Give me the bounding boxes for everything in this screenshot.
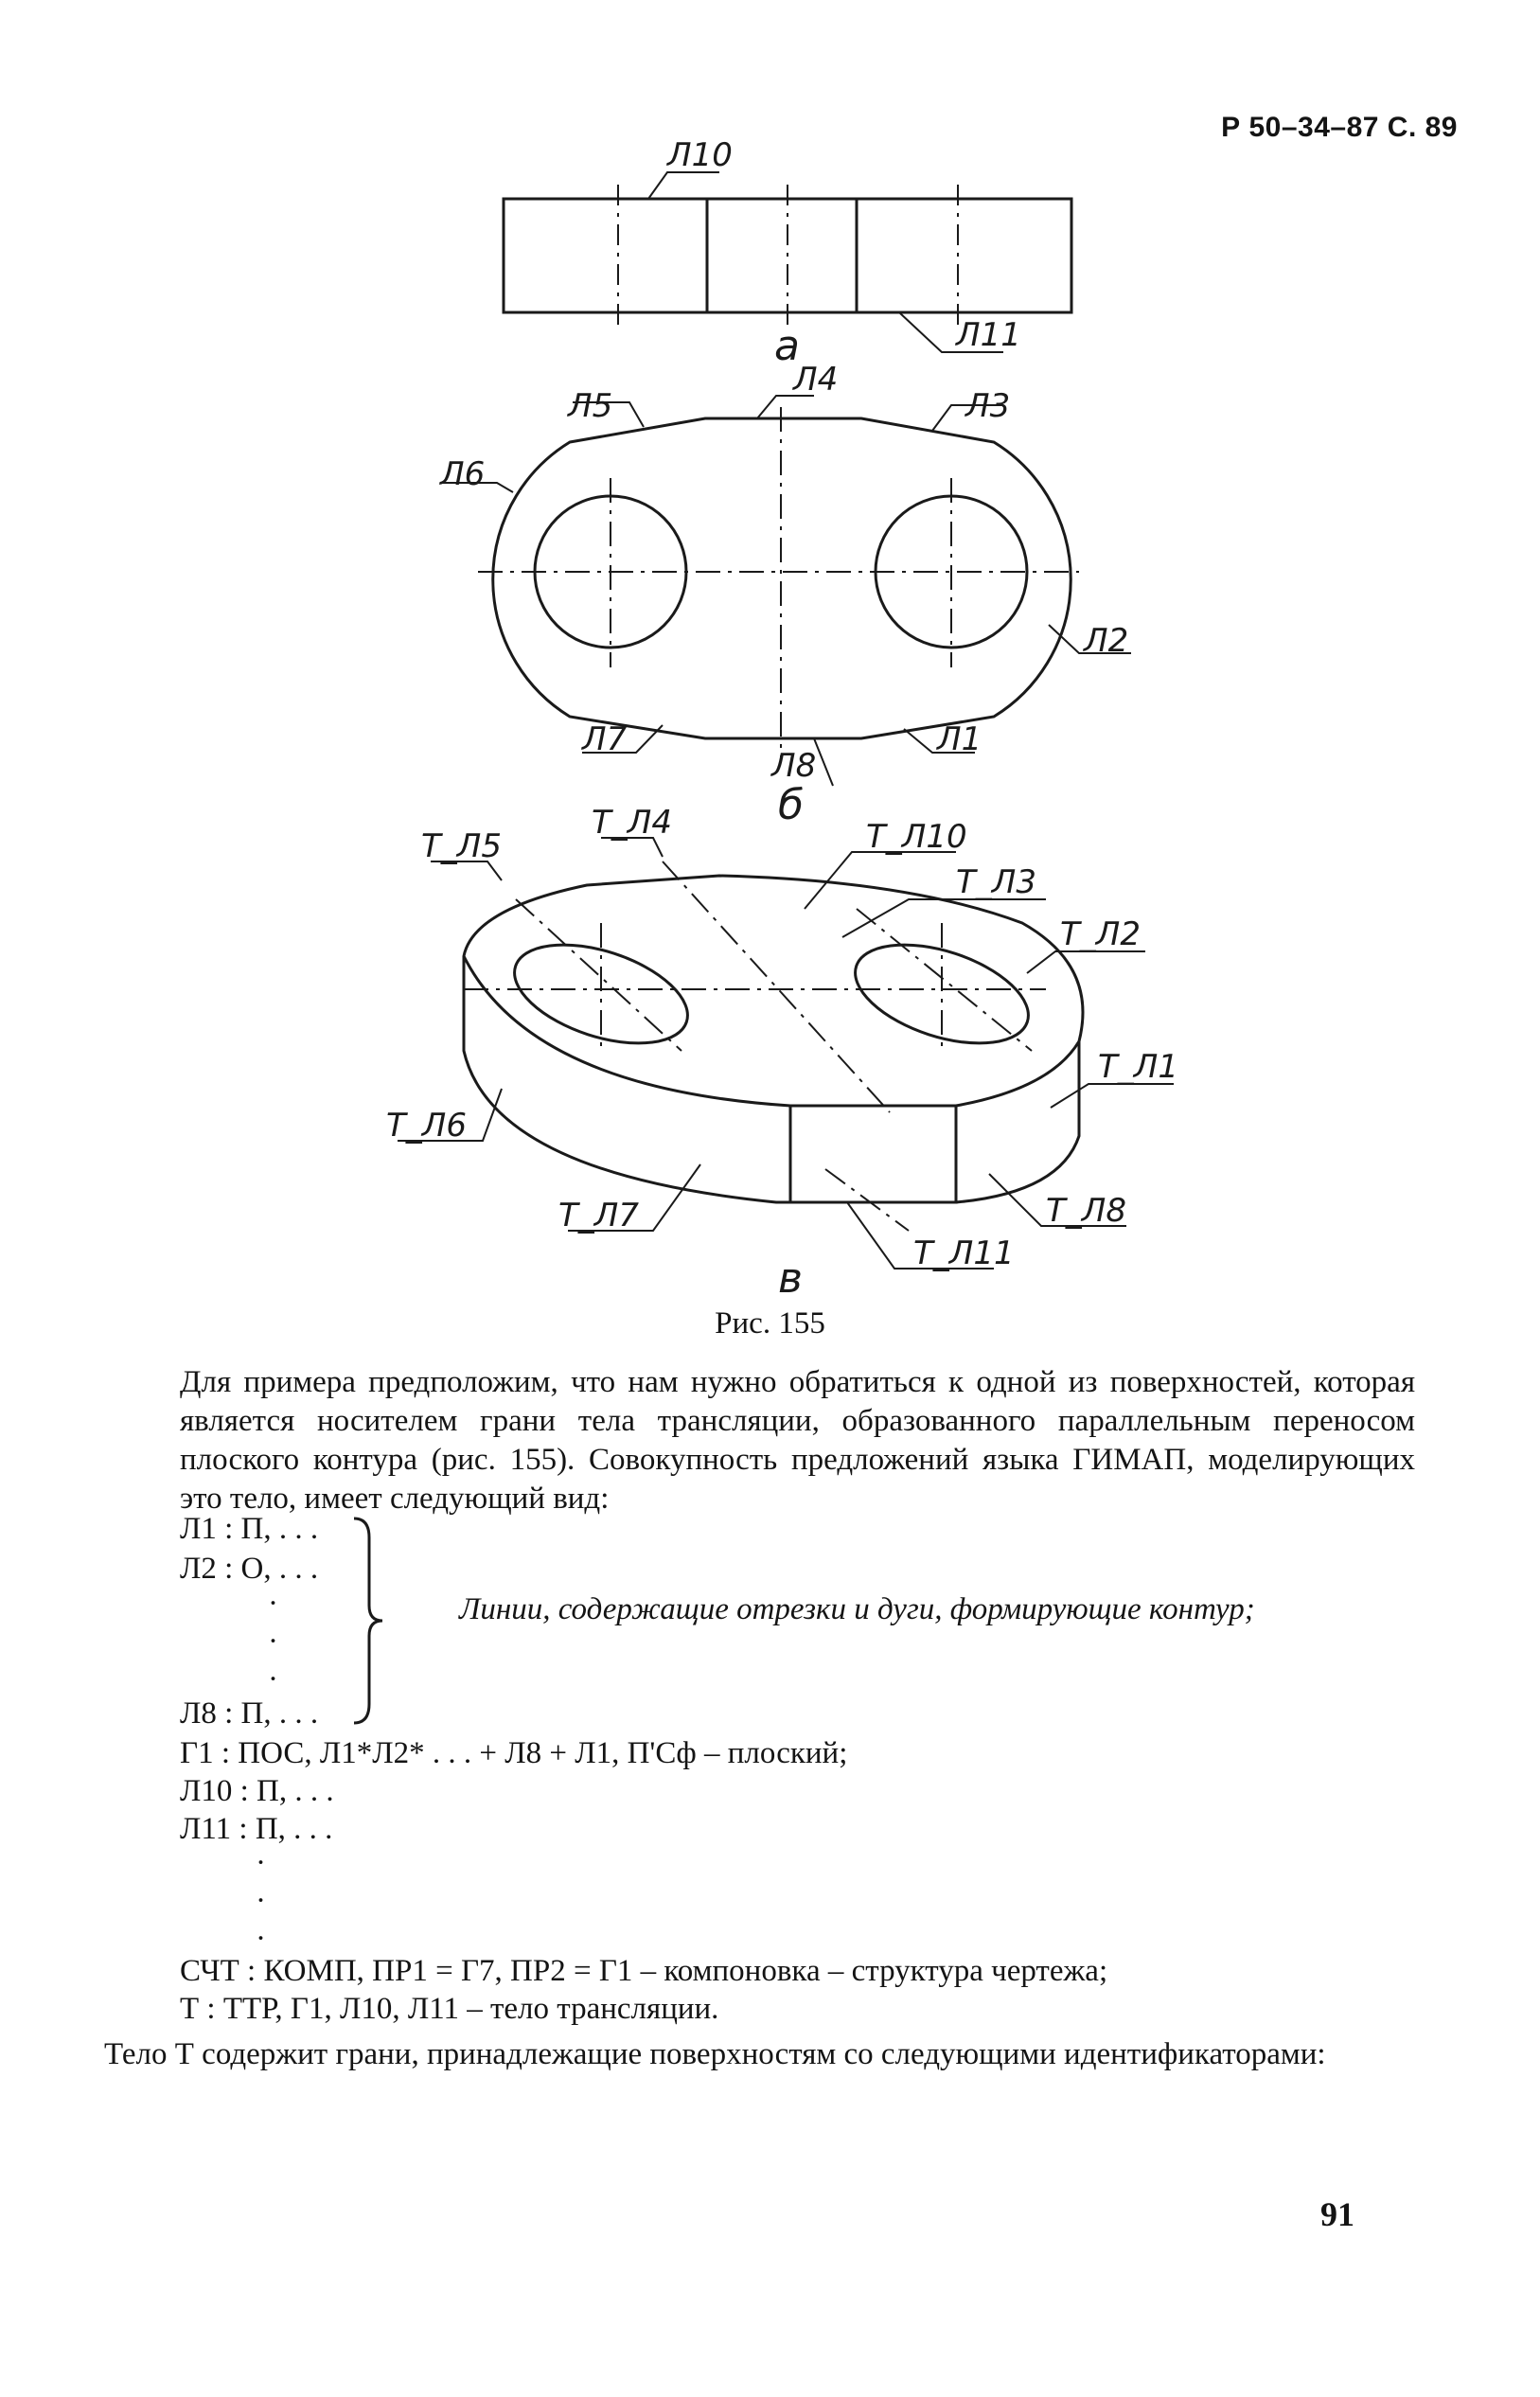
label-l5: Л5 (568, 387, 613, 425)
label-t-l2: Т_Л2 (1060, 915, 1141, 953)
code-ellipsis-dot-2: · (268, 1625, 278, 1659)
iso-axis-front (825, 1169, 909, 1231)
subfig-a-label: а (774, 322, 800, 370)
plan-view-contour (493, 418, 1071, 738)
label-t-l11: Т_Л11 (913, 1234, 1015, 1272)
figure-caption: Рис. 155 (715, 1306, 825, 1341)
label-l4: Л4 (793, 361, 839, 399)
label-t-l7: Т_Л7 (558, 1197, 639, 1234)
label-l6: Л6 (440, 455, 486, 493)
code-ellipsis-dot-1: · (268, 1587, 278, 1621)
code-ellipsis-dot-3: · (268, 1662, 278, 1696)
document-header: Р 50–34–87 С. 89 (1221, 112, 1458, 143)
leader-l4 (757, 396, 814, 418)
curly-brace (350, 1515, 388, 1728)
label-l8: Л8 (771, 747, 817, 785)
leader-t-l2 (1027, 951, 1145, 973)
iso-top-face (464, 876, 1083, 1106)
label-t-l5: Т_Л5 (421, 827, 502, 865)
leader-t-l1 (1051, 1084, 1174, 1108)
code-line-l11: Л11 : П, . . . (180, 1812, 333, 1846)
label-t-l8: Т_Л8 (1046, 1192, 1126, 1230)
iso-diag-center (663, 861, 890, 1112)
code-line-l2: Л2 : О, . . . (180, 1552, 319, 1586)
label-l7: Л7 (582, 720, 628, 758)
intro-paragraph: Для примера предположим, что нам нужно обратиться к одной из поверхностей, которая является носителем грани тела трансляции, образованного параллельным переносом плоского контура (рис. 155). Совокупность предложений языка ГИМАП, моделирующих это тело, имеет следующий вид: (180, 1365, 1415, 1516)
label-l11: Л11 (956, 316, 1021, 354)
code-ellipsis-dot-6: · (256, 1922, 266, 1956)
iso-front-face (790, 1106, 956, 1202)
code-line-l8: Л8 : П, . . . (180, 1696, 319, 1731)
leader-l8 (814, 738, 833, 786)
subfig-b-label: б (778, 781, 805, 829)
closing-paragraph: Тело Т содержит грани, принадлежащие поверхностям со следующими идентификаторами: (104, 2037, 1326, 2071)
label-l1: Л1 (937, 720, 982, 758)
leader-t-l3 (842, 899, 1046, 937)
code-line-t: Т : ТТР, Г1, Л10, Л11 – тело трансляции. (180, 1992, 719, 2026)
label-l2: Л2 (1084, 622, 1129, 660)
label-t-l1: Т_Л1 (1098, 1048, 1178, 1086)
brace-annotation: Линии, содержащие отрезки и дуги, формирующие контур; (459, 1592, 1255, 1626)
label-t-l3: Т_Л3 (956, 863, 1036, 901)
page-number: 91 (1320, 2195, 1354, 2233)
label-t-l10: Т_Л10 (866, 818, 967, 856)
iso-side-outline (464, 956, 1079, 1202)
label-l3: Л3 (965, 387, 1011, 425)
label-l10: Л10 (667, 136, 733, 174)
label-t-l4: Т_Л4 (592, 804, 672, 842)
code-line-sch: СЧТ : КОМП, ПР1 = Г7, ПР2 = Г1 – компоновка – структура чертежа; (180, 1954, 1108, 1988)
label-t-l6: Т_Л6 (386, 1107, 467, 1145)
code-line-l10: Л10 : П, . . . (180, 1774, 334, 1808)
code-line-g1: Г1 : ПОС, Л1*Л2* . . . + Л8 + Л1, П'Сф – плоский; (180, 1736, 848, 1770)
code-ellipsis-dot-4: · (256, 1846, 266, 1880)
leader-l10 (648, 172, 719, 199)
code-ellipsis-dot-5: · (256, 1884, 266, 1918)
subfig-c-label: в (778, 1254, 803, 1303)
code-line-l1: Л1 : П, . . . (180, 1512, 319, 1546)
